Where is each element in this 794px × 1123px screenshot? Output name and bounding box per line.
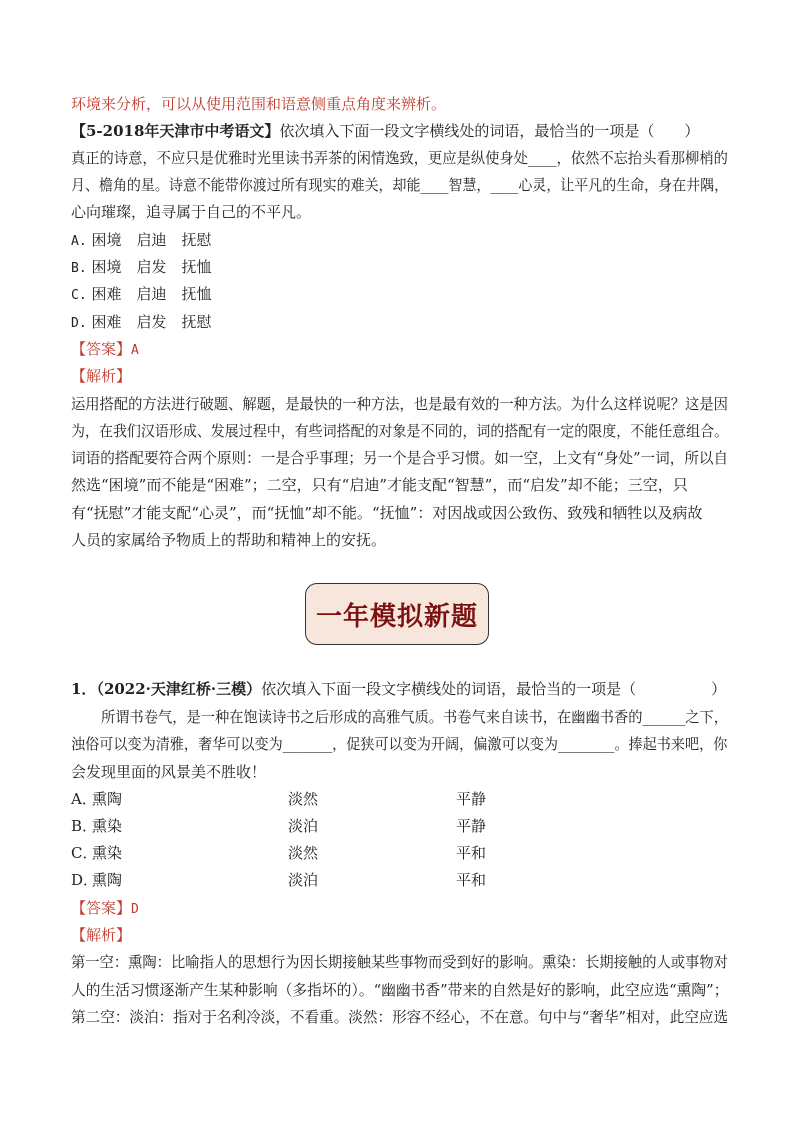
q1-passage-line: 真正的诗意，不应只是优雅时光里读书弄茶的闲情逸致，更应是纵使身处____，依然不忘抬头看那柳梢的 xyxy=(71,149,728,167)
option-word-3: 平静 xyxy=(456,790,487,808)
q2-passage-line: 会发现里面的风景美不胜收！ xyxy=(71,763,267,781)
q1-analysis-label: 【解析】 xyxy=(71,367,132,385)
q1-tag: 【5-2018年天津市中考语文】 xyxy=(71,122,280,140)
q1-passage-line: 月、檐角的星。诗意不能带你渡过所有现实的难关，却能____智慧，____心灵，让平凡的生命，身在井隅， xyxy=(71,176,729,194)
q2-stem: 依次填入下面一段文字横线处的词语，最恰当的一项是（ ） xyxy=(261,680,727,698)
option-letter: B. xyxy=(71,261,87,276)
q1-analysis-line: 然选“困境”而不能是“困难”；二空，只有“启迪”才能支配“智慧”，而“启发”却不能；三空，只 xyxy=(71,476,688,494)
option-word-3: 平和 xyxy=(456,844,487,862)
q2-stem-line xyxy=(71,679,726,699)
q1-answer xyxy=(71,339,139,361)
q1-analysis-line: 人员的家属给予物质上的帮助和精神上的安抚。 xyxy=(71,531,387,549)
q1-stem-line xyxy=(71,121,699,141)
option-letter: A. xyxy=(71,234,87,249)
option-word-1: 熏染 xyxy=(92,844,123,862)
answer-value: A xyxy=(131,343,139,358)
option-text: 困难 启迪 抚恤 xyxy=(91,285,212,303)
q2-source: （2022·天津红桥·三模） xyxy=(96,680,262,698)
option-word-2: 淡泊 xyxy=(288,817,319,835)
q1-analysis-line: 为，在我们汉语形成、发展过程中，有些词搭配的对象是不同的，词的搭配有一定的限度，不能任意组合。 xyxy=(71,422,729,440)
answer-value: D xyxy=(131,902,139,917)
q2-analysis-line: 第二空：淡泊：指对于名利冷淡，不看重。淡然：形容不经心，不在意。句中与“奢华”相对，此空应选 xyxy=(71,1008,729,1026)
q2-analysis-line: 第一空：熏陶：比喻指人的思想行为因长期接触某些事物而受到好的影响。熏染：长期接触的人或事物对 xyxy=(71,953,728,971)
q1-option-b xyxy=(71,257,211,279)
option-text: 困境 启发 抚恤 xyxy=(91,258,212,276)
q2-passage-line: 浊俗可以变为清雅，奢华可以变为_______，促狭可以变为开阔，偏激可以变为________。捧起书来吧，你 xyxy=(71,735,728,753)
option-text: 困难 启发 抚慰 xyxy=(91,313,212,331)
option-letter: C． xyxy=(71,844,98,862)
option-word-1: 熏染 xyxy=(92,817,123,835)
option-text: 困境 启迪 抚慰 xyxy=(91,231,212,249)
q1-passage-line: 心向璀璨，追寻属于自己的不平凡。 xyxy=(71,203,312,221)
option-letter: C. xyxy=(71,288,87,303)
section-banner: 一年模拟新题 xyxy=(305,583,489,645)
q1-option-c xyxy=(71,284,211,306)
q2-passage-line: 所谓书卷气，是一种在饱读诗书之后形成的高雅气质。书卷气来自读书，在幽幽书香的______之下， xyxy=(101,708,729,726)
q1-option-a xyxy=(71,230,211,252)
option-letter: D. xyxy=(71,316,87,331)
q1-analysis-line: 有“抚慰”才能支配“心灵”，而“抚恤”却不能。“抚恤”：对因战或因公致伤、致残和牺牲以及病故 xyxy=(71,504,703,522)
option-letter: A． xyxy=(71,790,97,808)
q1-option-d xyxy=(71,312,211,334)
intro-tail-text: 环境来分析，可以从使用范围和语意侧重点角度来辨析。 xyxy=(71,95,447,113)
option-word-1: 熏陶 xyxy=(92,871,123,889)
q2-analysis-line: 人的生活习惯逐渐产生某种影响（多指坏的）。“幽幽书香”带来的自然是好的影响，此空应选“熏陶”； xyxy=(71,981,729,999)
q1-analysis-line: 词语的搭配要符合两个原则：一是合乎事理；另一个是合乎习惯。如一空，上文有“身处”一词，所以自 xyxy=(71,449,729,467)
q2-answer xyxy=(71,898,139,920)
answer-label: 【答案】 xyxy=(71,340,132,358)
q2-number: 1． xyxy=(71,680,97,698)
option-word-2: 淡泊 xyxy=(288,871,319,889)
answer-label: 【答案】 xyxy=(71,899,132,917)
q1-analysis-line: 运用搭配的方法进行破题、解题，是最快的一种方法，也是最有效的一种方法。为什么这样说呢？这是因 xyxy=(71,395,728,413)
q2-analysis-label: 【解析】 xyxy=(71,926,132,944)
option-letter: D． xyxy=(71,871,99,889)
option-word-2: 淡然 xyxy=(288,790,319,808)
option-word-1: 熏陶 xyxy=(92,790,123,808)
option-word-2: 淡然 xyxy=(288,844,319,862)
option-word-3: 平静 xyxy=(456,817,487,835)
option-letter: B． xyxy=(71,817,98,835)
q1-stem: 依次填入下面一段文字横线处的词语，最恰当的一项是（ ） xyxy=(279,122,700,140)
option-word-3: 平和 xyxy=(456,871,487,889)
